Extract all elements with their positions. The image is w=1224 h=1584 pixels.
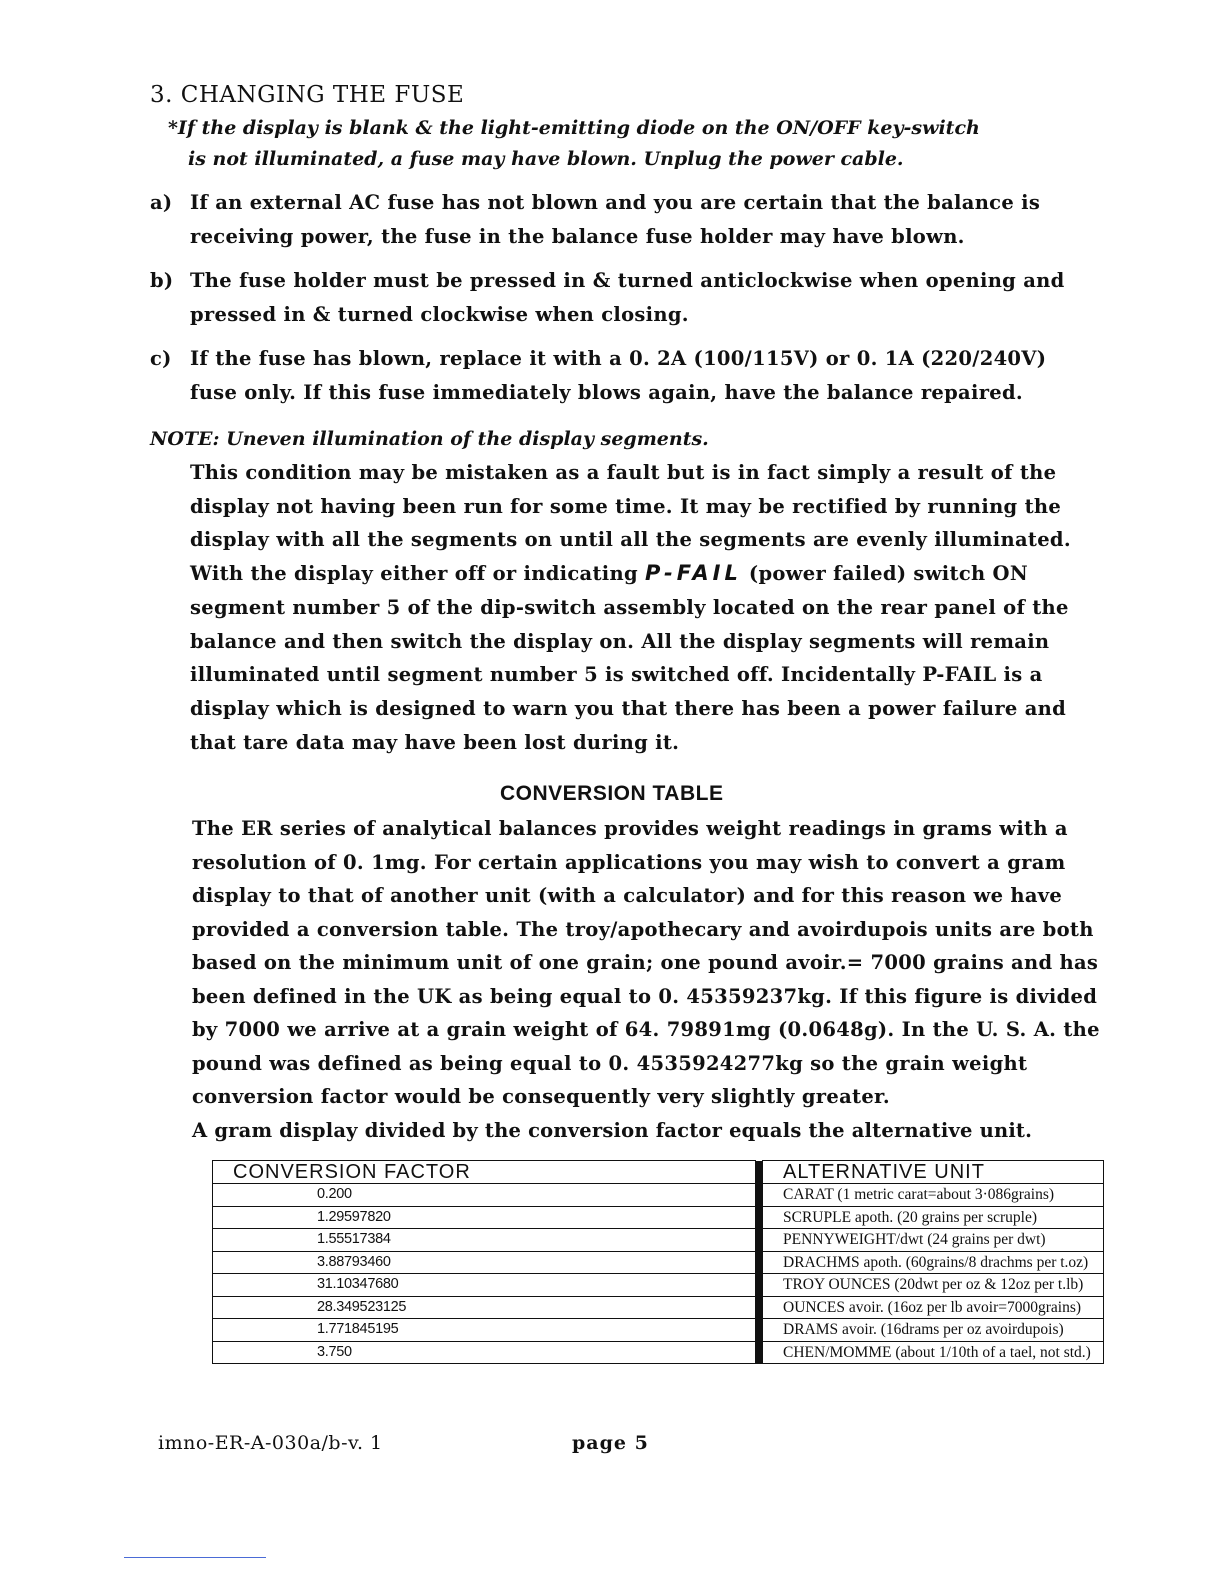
- step-label: a): [150, 191, 173, 214]
- factor-cell: 1.29597820: [213, 1206, 756, 1229]
- note-heading: NOTE: Uneven illumination of the display segments.: [150, 428, 709, 450]
- step-label: b): [150, 269, 174, 292]
- note-body: [190, 456, 1100, 759]
- bottom-divider: [124, 1557, 266, 1558]
- table-row: [213, 1296, 1104, 1319]
- table-row: [213, 1206, 1104, 1229]
- unit-cell: OUNCES avoir. (16oz per lb avoir=7000grains): [763, 1296, 1104, 1319]
- column-divider: [756, 1184, 763, 1207]
- unit-cell: PENNYWEIGHT/dwt (24 grains per dwt): [763, 1229, 1104, 1252]
- factor-cell: 31.10347680: [213, 1274, 756, 1297]
- factor-cell: 3.750: [213, 1341, 756, 1364]
- unit-cell: CARAT (1 metric carat=about 3·086grains): [763, 1184, 1104, 1207]
- warning-line-1: *If the display is blank & the light-emitting diode on the ON/OFF key-switch: [168, 117, 980, 139]
- column-divider: [756, 1251, 763, 1274]
- note-text-after: (power failed) switch ON segment number 5 of the dip-switch assembly located on the rear panel of the balance and then switch the display on. All the display segments will remain illuminated until segment number 5 is switched off. Incidentally P-FAIL is a display which is designed to warn you that there has been a power failure and that tare data may have been lost during it.: [190, 562, 1069, 754]
- conversion-table: [212, 1160, 1104, 1364]
- table-row: [213, 1319, 1104, 1342]
- step-c: [150, 342, 1100, 410]
- column-divider: [756, 1341, 763, 1364]
- table-row: [213, 1184, 1104, 1207]
- step-text: If an external AC fuse has not blown and you are certain that the balance is receiving power, the fuse in the balance fuse holder may have blown.: [190, 191, 1041, 248]
- unit-cell: DRACHMS apoth. (60grains/8 drachms per t.oz): [763, 1251, 1104, 1274]
- table-row: [213, 1274, 1104, 1297]
- conversion-body: [192, 812, 1102, 1147]
- factor-cell: 1.771845195: [213, 1319, 756, 1342]
- section-title: 3. CHANGING THE FUSE: [150, 82, 465, 108]
- factor-cell: 0.200: [213, 1184, 756, 1207]
- factor-cell: 3.88793460: [213, 1251, 756, 1274]
- column-divider: [756, 1161, 763, 1184]
- step-text: If the fuse has blown, replace it with a 0. 2A (100/115V) or 0. 1A (220/240V) fuse only. If this fuse immediately blows again, have the balance repaired.: [190, 347, 1047, 404]
- unit-cell: DRAMS avoir. (16drams per oz avoirdupois): [763, 1319, 1104, 1342]
- step-a: [150, 186, 1100, 254]
- header-factor: CONVERSION FACTOR: [213, 1161, 756, 1184]
- step-b: [150, 264, 1100, 332]
- column-divider: [756, 1319, 763, 1342]
- table-row: [213, 1251, 1104, 1274]
- column-divider: [756, 1274, 763, 1297]
- factor-cell: 28.349523125: [213, 1296, 756, 1319]
- conversion-title: CONVERSION TABLE: [500, 782, 724, 805]
- unit-cell: TROY OUNCES (20dwt per oz & 12oz per t.lb): [763, 1274, 1104, 1297]
- factor-cell: 1.55517384: [213, 1229, 756, 1252]
- step-text: The fuse holder must be pressed in & turned anticlockwise when opening and pressed in & turned clockwise when closing.: [190, 269, 1065, 326]
- step-label: c): [150, 347, 172, 370]
- fuse-warning: [168, 113, 1098, 175]
- warning-line-2: is not illuminated, a fuse may have blown. Unplug the power cable.: [188, 148, 904, 170]
- conversion-paragraph: The ER series of analytical balances provides weight readings in grams with a resolution of 0. 1mg. For certain applications you may wish to convert a gram display to that of another unit (with a calculator) and for this reason we have provided a conversion table. The troy/apothecary and avoirdupois units are both based on the minimum unit of one grain; one pound avoir.= 7000 grains and has been defined in the UK as being equal to 0. 45359237kg. If this figure is divided by 7000 we arrive at a grain weight of 64. 79891mg (0.0648g). In the U. S. A. the pound was defined as being equal to 0. 4535924277kg so the grain weight conversion factor would be consequently very slightly greater.: [192, 817, 1100, 1108]
- pfail-display-glyph: P-FAIL: [645, 561, 742, 586]
- unit-cell: SCRUPLE apoth. (20 grains per scruple): [763, 1206, 1104, 1229]
- column-divider: [756, 1296, 763, 1319]
- conversion-last-line: A gram display divided by the conversion factor equals the alternative unit.: [192, 1118, 1033, 1142]
- document-reference: imno-ER-A-030a/b-v. 1: [158, 1432, 383, 1454]
- table-row: [213, 1229, 1104, 1252]
- header-unit: ALTERNATIVE UNIT: [763, 1161, 1104, 1184]
- note-text-before: This condition may be mistaken as a fault but is in fact simply a result of the display not having been run for some time. It may be rectified by running the display with all the segments on until all the segments are evenly illuminated. With the display either off or indicating: [190, 461, 1071, 586]
- page-number: page 5: [572, 1432, 649, 1454]
- unit-cell: CHEN/MOMME (about 1/10th of a tael, not std.): [763, 1341, 1104, 1364]
- table-row: [213, 1341, 1104, 1364]
- column-divider: [756, 1206, 763, 1229]
- table-header-row: [213, 1161, 1104, 1184]
- column-divider: [756, 1229, 763, 1252]
